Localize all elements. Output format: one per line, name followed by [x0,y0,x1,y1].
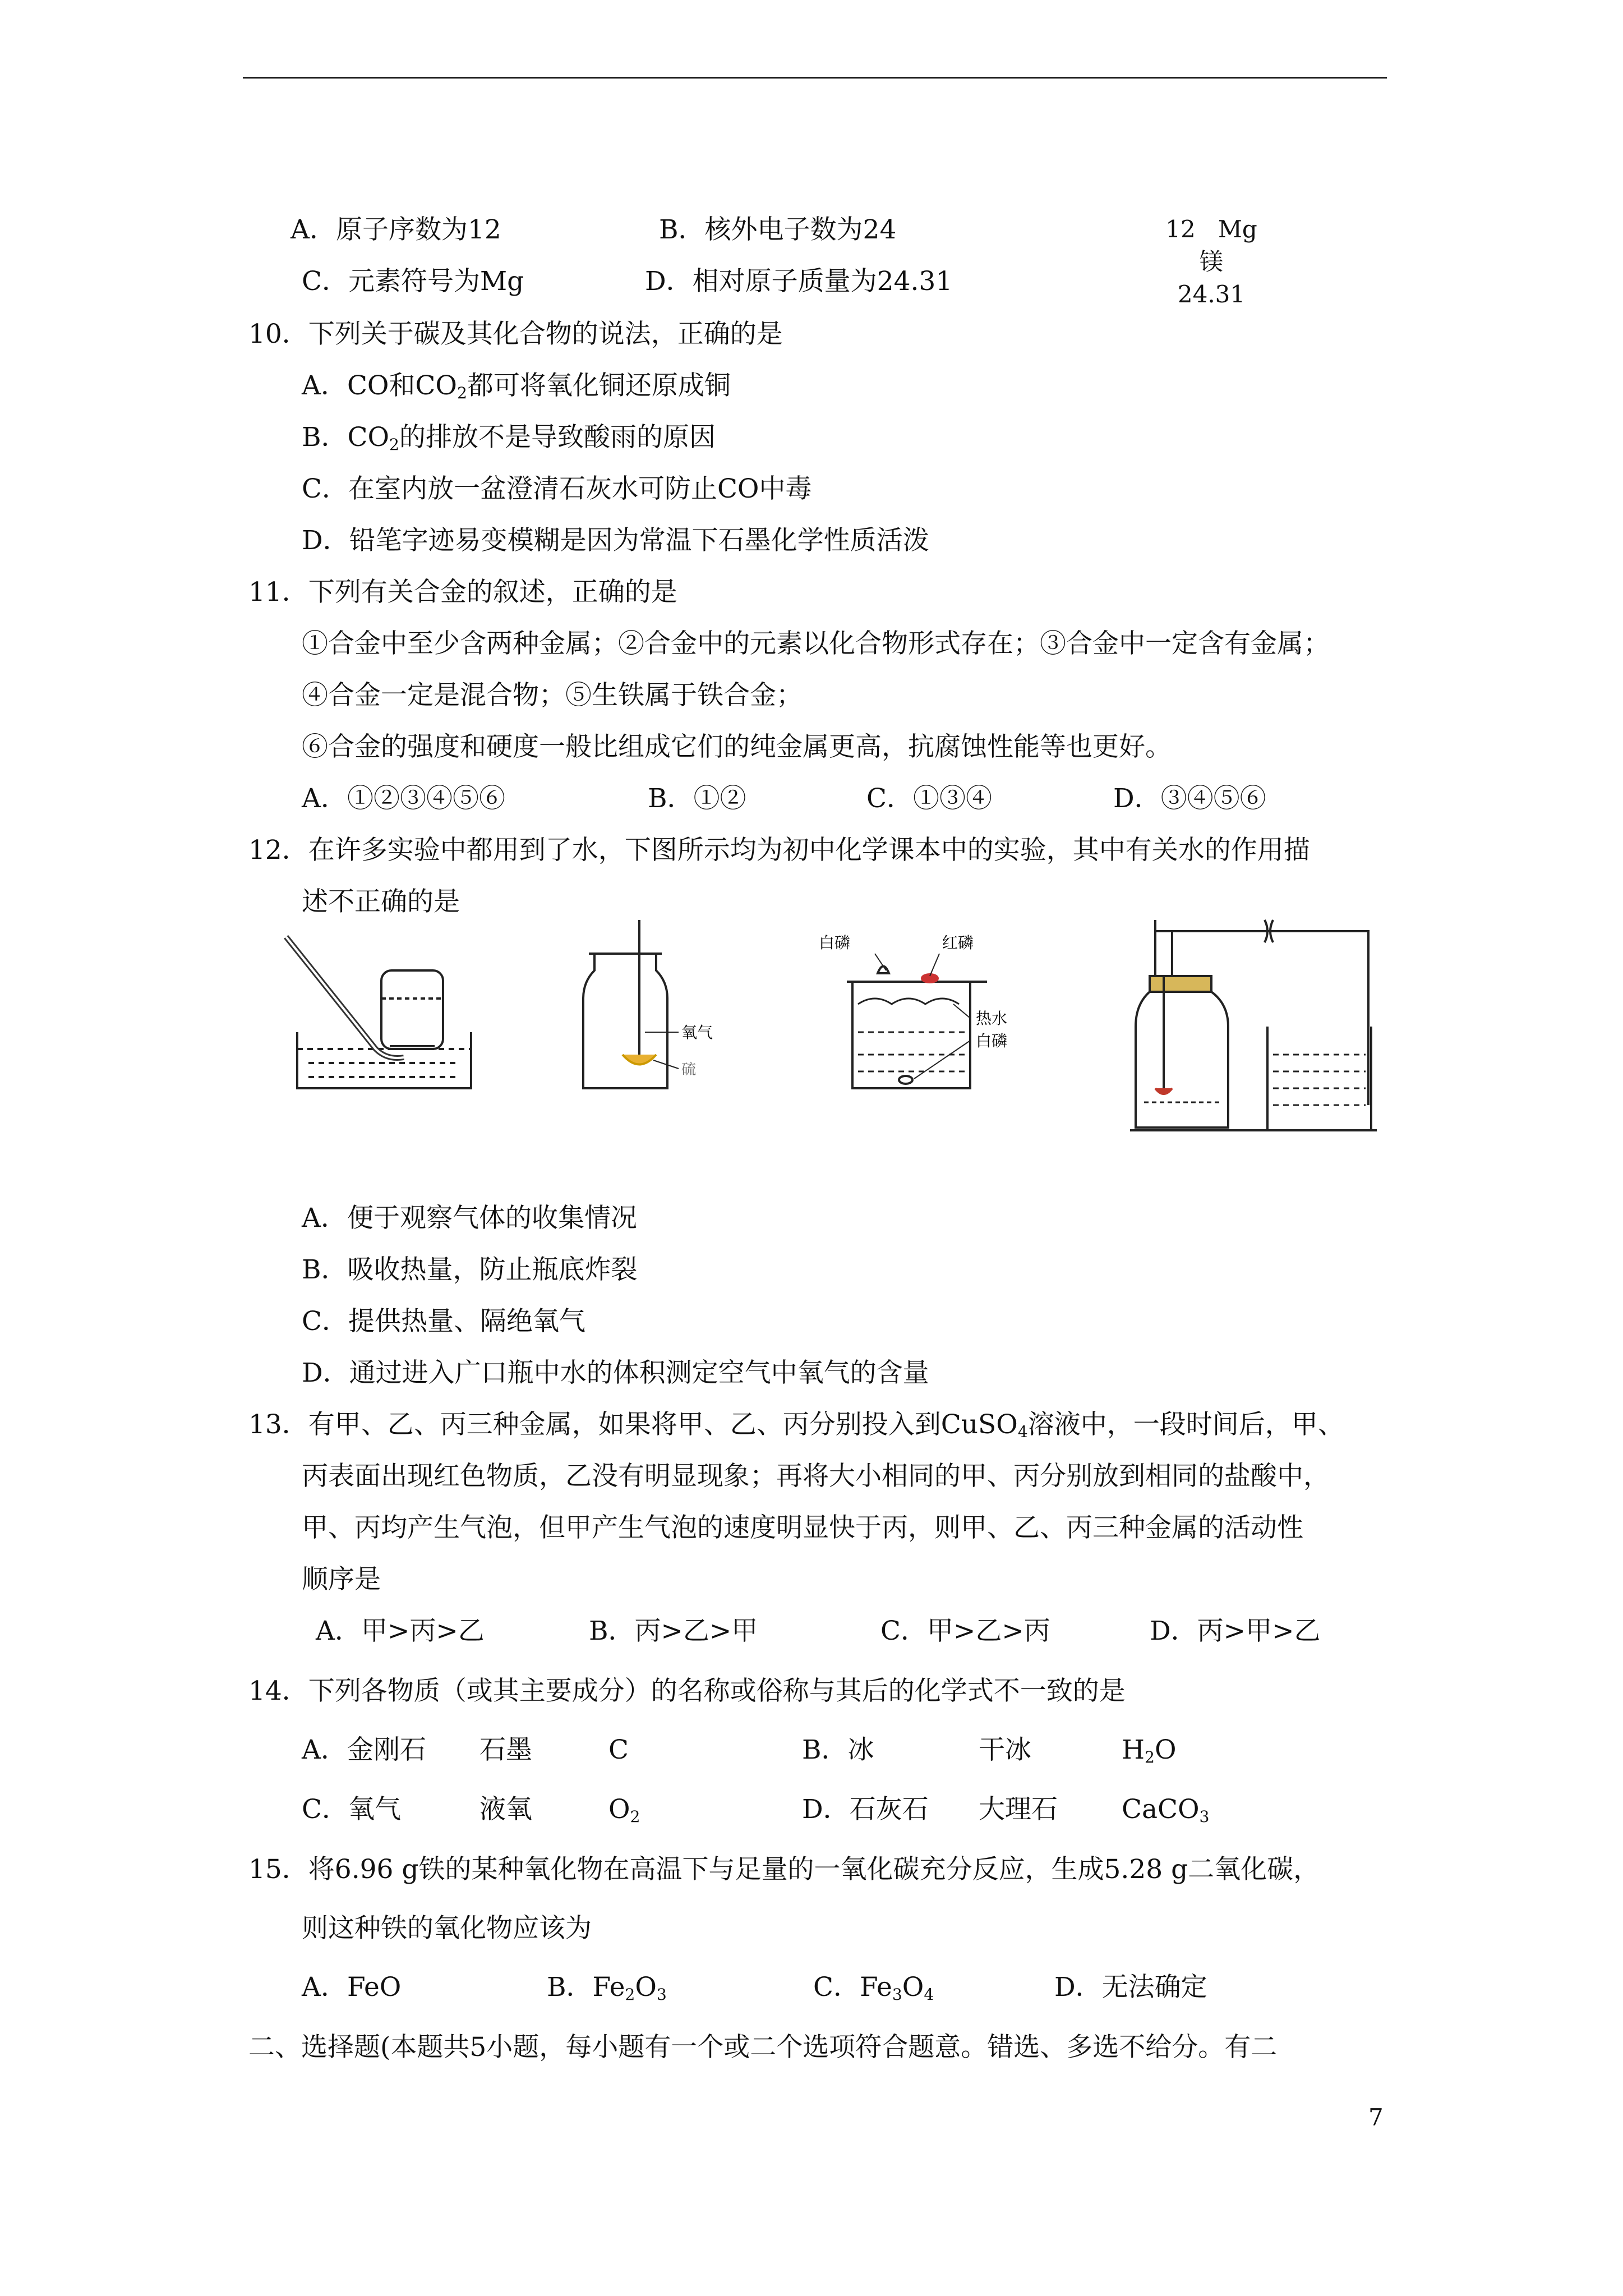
q14-stem: 14．下列各物质（或其主要成分）的名称或俗称与其后的化学式不一致的是 [248,1676,1126,1706]
q10-option-a: A．CO和$CO_2$都可将氧化铜还原成铜 [302,370,731,403]
q13-stem-line3: 甲、丙均产生气泡，但甲产生气泡的速度明显快于丙，则甲、乙、丙三种金属的活动性 [302,1512,1303,1543]
q11-statement-1: ①合金中至少含两种金属；②合金中的元素以化合物形式存在；③合金中一定含有金属； [302,628,1330,659]
q14-c-name: C．氧气 [302,1794,401,1825]
q9-option-a: A．原子序数为12 [291,214,501,245]
q12-option-b: B．吸收热量，防止瓶底炸裂 [302,1254,638,1285]
element-card-top [1155,213,1267,246]
q13-option-d: D．丙>甲>乙 [1150,1616,1321,1646]
q14-a-formula: C [608,1734,629,1765]
q15-stem-line1: 15．将6.96 g铁的某种氧化物在高温下与足量的一氧化碳充分反应，生成5.28 g二氧化碳， [248,1854,1320,1885]
q12-stem-line1: 12．在许多实验中都用到了水，下图所示均为初中化学课本中的实验，其中有关水的作用描 [248,835,1310,866]
q11-statement-3: ⑥合金的强度和硬度一般比组成它们的纯金属更高，抗腐蚀性能等也更好。 [302,731,1172,762]
q13-stem-line2: 丙表面出现红色物质，乙没有明显现象；再将大小相同的甲、丙分别放到相同的盐酸中， [302,1461,1330,1492]
label-hot-water: 热水 [976,1009,1008,1028]
q15-option-c: C．$Fe_3O_4$ [813,1972,934,2004]
q14-d-name: D．石灰石 [802,1794,929,1825]
figure-air-oxygen-content [1122,920,1385,1144]
q14-a-common: 石墨 [479,1734,532,1765]
q10-option-c: C．在室内放一盆澄清石灰水可防止CO中毒 [302,473,812,504]
element-symbol: Mg [1218,215,1257,243]
q14-c-common: 液氧 [479,1794,532,1825]
q13-stem-line1: 13．有甲、乙、丙三种金属，如果将甲、乙、丙分别投入到CuSO$_4$溶液中，一段时间后，甲、 [248,1409,1344,1442]
figure-gas-collection-trough [275,920,488,1111]
q15-option-b: B．$Fe_2O_3$ [547,1972,667,2004]
q13-option-b: B．丙>乙>甲 [589,1616,758,1646]
label-white-phosphorus-bottom: 白磷 [976,1032,1008,1050]
q13-stem-line4: 顺序是 [302,1564,381,1595]
page-number: 7 [1368,2104,1384,2131]
q14-a-name: A．金刚石 [302,1734,426,1765]
q10-option-d: D．铅笔字迹易变模糊是因为常温下石墨化学性质活泼 [302,525,929,556]
q14-b-common: 干冰 [979,1734,1031,1765]
figure-sulfur-burning-in-oxygen [561,920,713,1111]
q11-option-d: D．③④⑤⑥ [1113,783,1266,814]
q13-option-c: C．甲>乙>丙 [880,1616,1050,1646]
q15-option-d: D．无法确定 [1054,1972,1207,2003]
q14-b-name: B．冰 [802,1734,874,1765]
q9-option-c: C．元素符号为Mg [302,266,524,297]
element-name: 镁 [1199,248,1223,275]
q11-option-b: B．①② [648,783,746,814]
element-mass: 24.31 [1177,280,1246,308]
label-oxygen: 氧气 [681,1023,713,1042]
q12-option-a: A．便于观察气体的收集情况 [302,1203,637,1234]
q10-option-b: B．$CO_2$的排放不是导致酸雨的原因 [302,422,716,454]
q13-option-a: A．甲>丙>乙 [316,1616,485,1646]
q11-option-c: C．①③④ [866,783,992,814]
q10-stem: 10．下列关于碳及其化合物的说法，正确的是 [248,319,783,349]
q14-d-formula: CaCO$_3$ [1122,1794,1210,1826]
label-sulfur: 硫 [681,1061,697,1078]
figure-phosphorus-combustion [808,920,1043,1105]
header-rule [243,77,1387,79]
q14-d-common: 大理石 [979,1794,1058,1825]
q15-option-a: A．FeO [302,1972,402,2003]
section-2-heading: 二、选择题(本题共5小题，每小题有一个或二个选项符合题意。错选、多选不给分。有二 [248,2032,1278,2063]
q15-stem-line2: 则这种铁的氧化物应该为 [302,1913,592,1944]
q14-b-formula: $H_2O$ [1122,1734,1177,1767]
q12-stem-line2: 述不正确的是 [302,886,460,917]
q12-option-c: C．提供热量、隔绝氧气 [302,1306,585,1337]
element-number: 12 [1165,215,1196,243]
q11-option-a: A．①②③④⑤⑥ [302,783,505,814]
element-card-magnesium [1155,213,1267,320]
q9-option-b: B．核外电子数为24 [659,214,897,245]
q11-statement-2: ④合金一定是混合物；⑤生铁属于铁合金； [302,680,803,711]
q14-c-formula: $O_2$ [608,1794,640,1826]
q11-stem: 11．下列有关合金的叙述，正确的是 [248,577,677,608]
q9-option-d: D．相对原子质量为24.31 [645,266,953,297]
label-red-phosphorus: 红磷 [942,933,974,952]
q12-option-d: D．通过进入广口瓶中水的体积测定空气中氧气的含量 [302,1358,929,1388]
label-white-phosphorus-top: 白磷 [819,933,851,952]
